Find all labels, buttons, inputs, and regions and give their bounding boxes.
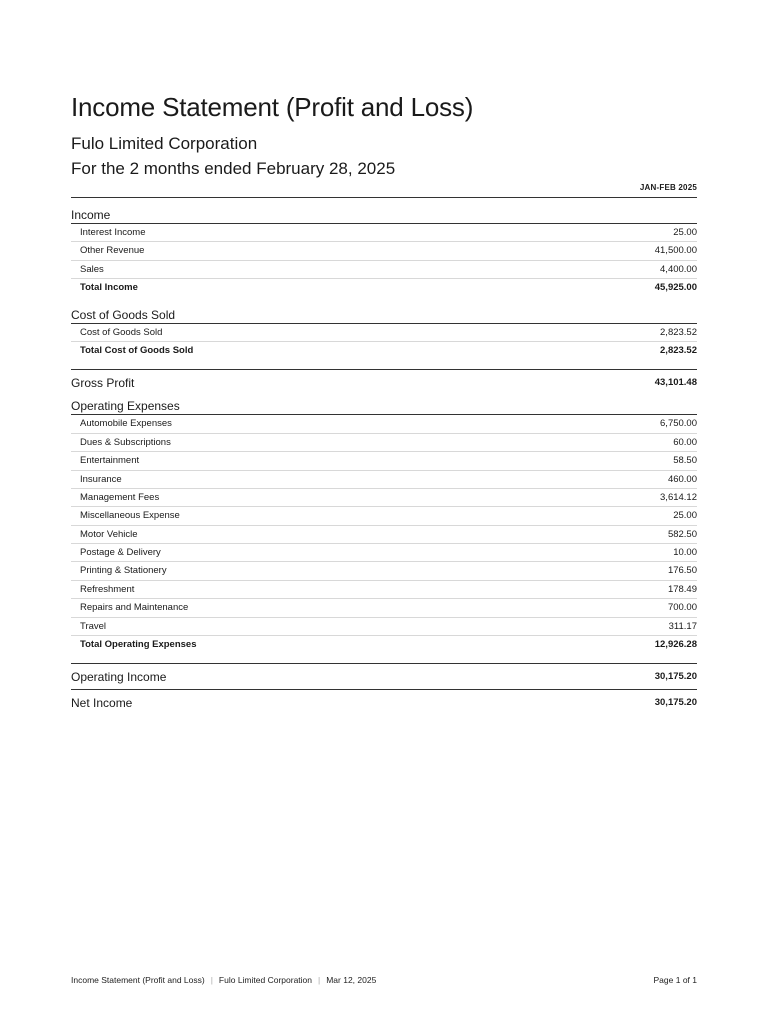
line-item-value: 6,750.00 <box>660 418 697 430</box>
line-item-row <box>71 526 697 544</box>
statement-body <box>71 198 697 715</box>
income-rows <box>71 224 697 279</box>
total-row-income <box>71 279 697 297</box>
summary-value: 30,175.20 <box>654 697 697 709</box>
footer-separator: | <box>210 975 213 985</box>
summary-label: Net Income <box>71 696 133 711</box>
section-heading-label: Operating Expenses <box>71 399 180 414</box>
line-item-row <box>71 434 697 452</box>
line-item-row <box>71 618 697 636</box>
line-item-value: 700.00 <box>667 602 697 614</box>
total-label: Total Income <box>80 282 138 294</box>
line-item-label: Cost of Goods Sold <box>80 326 163 338</box>
total-row-operating-expenses <box>71 636 697 654</box>
total-row-cogs <box>71 342 697 360</box>
footer-date: Mar 12, 2025 <box>326 975 377 985</box>
line-item-value: 25.00 <box>673 227 697 238</box>
line-item-label: Travel <box>80 620 107 632</box>
total-label: Total Cost of Goods Sold <box>80 344 194 356</box>
column-header: JAN-FEB 2025 <box>639 183 697 192</box>
footer-doc-title: Income Statement (Profit and Loss) <box>71 975 205 985</box>
line-item-label: Interest Income <box>80 227 146 238</box>
total-value: 12,926.28 <box>654 639 697 651</box>
summary-value: 30,175.20 <box>654 671 697 683</box>
line-item-label: Miscellaneous Expense <box>80 510 180 522</box>
line-item-row <box>71 581 697 599</box>
line-item-value: 178.49 <box>667 583 697 595</box>
net-income-row <box>71 689 697 715</box>
total-label: Total Operating Expenses <box>80 639 197 651</box>
line-item-label: Motor Vehicle <box>80 528 138 540</box>
report-period: For the 2 months ended February 28, 2025 <box>71 159 396 178</box>
total-value: 2,823.52 <box>660 344 697 356</box>
summary-label: Operating Income <box>71 670 167 685</box>
line-item-label: Sales <box>80 263 104 275</box>
line-item-value: 2,823.52 <box>660 326 697 338</box>
line-item-label: Insurance <box>80 473 122 485</box>
line-item-value: 41,500.00 <box>654 245 697 257</box>
line-item-label: Automobile Expenses <box>80 418 172 430</box>
line-item-label: Other Revenue <box>80 245 145 257</box>
line-item-row <box>71 507 697 525</box>
report-title: Income Statement (Profit and Loss) <box>71 92 474 122</box>
line-item-row <box>71 242 697 260</box>
line-item-value: 582.50 <box>667 528 697 540</box>
summary-label: Gross Profit <box>71 376 135 391</box>
section-heading-cogs <box>71 298 697 324</box>
operating-expense-rows <box>71 415 697 636</box>
line-item-value: 25.00 <box>673 510 697 522</box>
section-heading-label: Cost of Goods Sold <box>71 307 176 322</box>
line-item-row <box>71 452 697 470</box>
line-item-label: Entertainment <box>80 455 140 467</box>
line-item-value: 10.00 <box>673 547 697 559</box>
total-value: 45,925.00 <box>654 282 697 294</box>
summary-value: 43,101.48 <box>654 377 697 389</box>
line-item-label: Dues & Subscriptions <box>80 436 171 448</box>
line-item-value: 3,614.12 <box>660 491 697 503</box>
line-item-value: 460.00 <box>667 473 697 485</box>
footer-separator: | <box>318 975 321 985</box>
line-item-row <box>71 415 697 433</box>
footer-company: Fulo Limited Corporation <box>218 975 312 985</box>
line-item-label: Refreshment <box>80 583 135 595</box>
line-item-value: 60.00 <box>673 436 697 448</box>
line-item-row <box>71 562 697 580</box>
footer-info <box>71 975 376 985</box>
line-item-value: 311.17 <box>668 620 697 632</box>
operating-income-row <box>71 663 697 689</box>
line-item-label: Management Fees <box>80 491 160 503</box>
footer-page-number: Page 1 of 1 <box>653 975 697 985</box>
section-heading-label: Income <box>71 208 111 222</box>
line-item-value: 4,400.00 <box>660 263 697 275</box>
line-item-value: 176.50 <box>667 565 697 577</box>
line-item-row <box>71 544 697 562</box>
line-item-label: Postage & Delivery <box>80 547 161 559</box>
section-heading-operating-expenses <box>71 389 697 415</box>
line-item-value: 58.50 <box>673 455 697 467</box>
line-item-row <box>71 261 697 279</box>
cogs-rows <box>71 324 697 342</box>
company-name: Fulo Limited Corporation <box>71 134 258 153</box>
line-item-row <box>71 489 697 507</box>
section-heading-income <box>71 198 697 224</box>
line-item-row <box>71 324 697 342</box>
line-item-label: Repairs and Maintenance <box>80 602 189 614</box>
line-item-label: Printing & Stationery <box>80 565 167 577</box>
line-item-row <box>71 599 697 617</box>
line-item-row <box>71 224 697 242</box>
line-item-row <box>71 471 697 489</box>
